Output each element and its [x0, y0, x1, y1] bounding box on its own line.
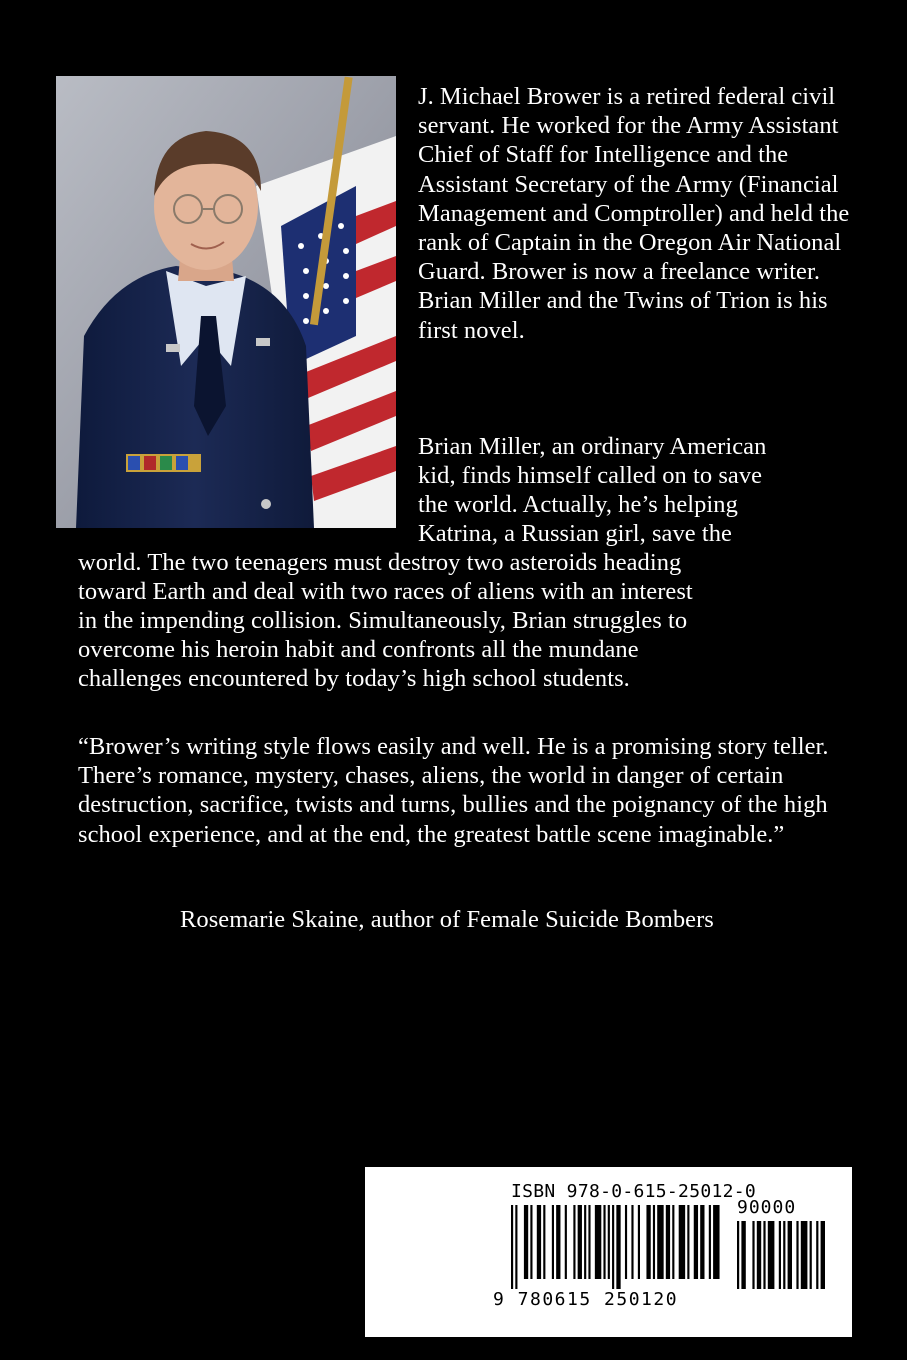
barcode-bar	[752, 1221, 754, 1289]
barcode-bar	[810, 1221, 812, 1289]
barcode-bar	[653, 1205, 655, 1279]
synopsis-line: Katrina, a Russian girl, save the	[418, 520, 732, 547]
barcode-bar	[768, 1221, 775, 1289]
barcode-bar	[694, 1205, 698, 1279]
barcode-bar	[779, 1221, 781, 1289]
barcode-bar	[788, 1221, 792, 1289]
barcode-bar	[713, 1205, 719, 1279]
barcode-bar	[638, 1205, 640, 1279]
barcode-bar	[588, 1205, 590, 1279]
barcode-bar	[543, 1205, 545, 1279]
barcode-bar	[584, 1205, 586, 1279]
synopsis-line: kid, finds himself called on to save	[418, 462, 763, 489]
ean-barcode-bars	[511, 1205, 721, 1289]
barcode-bar	[595, 1205, 601, 1279]
synopsis-line: in the impending collision. Simultaneously, Brian struggles to	[78, 607, 688, 634]
barcode-bar	[608, 1205, 610, 1279]
barcode-bar	[552, 1205, 554, 1279]
review-attribution: Rosemarie Skaine, author of Female Suicide Bombers	[180, 906, 714, 933]
barcode-bar	[530, 1205, 532, 1279]
barcode-bar	[616, 1205, 620, 1289]
barcode-bar	[515, 1205, 517, 1289]
barcode-bar	[741, 1221, 745, 1289]
barcode-bar	[821, 1221, 825, 1289]
author-photo	[56, 76, 396, 528]
barcode-bar	[666, 1205, 670, 1279]
barcode-bar	[783, 1221, 785, 1289]
isbn-label: ISBN 978-0-615-25012-0	[511, 1181, 757, 1202]
barcode-bar	[578, 1205, 582, 1279]
barcode-bar	[573, 1205, 575, 1279]
barcode-bar	[796, 1221, 798, 1289]
barcode-bar	[679, 1205, 685, 1279]
addon-barcode-bars	[737, 1221, 829, 1289]
barcode-bar	[524, 1205, 528, 1279]
synopsis-line: challenges encountered by today’s high school students.	[78, 665, 630, 692]
synopsis-line: world. The two teenagers must destroy two asteroids heading	[78, 549, 682, 576]
synopsis-line: toward Earth and deal with two races of aliens with an interest	[78, 578, 693, 605]
synopsis-line: the world. Actually, he’s helping	[418, 491, 738, 518]
barcode-bar	[603, 1205, 605, 1279]
barcode-bar	[763, 1221, 765, 1289]
barcode-bar	[816, 1221, 818, 1289]
barcode-bar	[757, 1221, 761, 1289]
author-portrait-icon	[56, 76, 396, 528]
barcode-bar	[537, 1205, 541, 1279]
synopsis-line: overcome his heroin habit and confronts all the mundane	[78, 636, 639, 663]
isbn-barcode	[365, 1167, 852, 1337]
barcode-bar	[657, 1205, 663, 1279]
barcode-bar	[612, 1205, 614, 1289]
barcode-bar	[737, 1221, 739, 1289]
barcode-bar	[801, 1221, 808, 1289]
barcode-bar	[672, 1205, 674, 1279]
barcode-bar	[687, 1205, 689, 1279]
barcode-bar	[709, 1205, 711, 1279]
barcode-bar	[556, 1205, 560, 1279]
barcode-bar	[565, 1205, 567, 1279]
synopsis-line: Brian Miller, an ordinary American	[418, 433, 767, 460]
price-code: 90000	[737, 1197, 797, 1218]
barcode-bar	[700, 1205, 704, 1279]
review-quote: “Brower’s writing style flows easily and well. He is a promising story teller. There’s romance, mystery, chases, aliens, the world in danger of certain destruction, sacrifice, twists and turns, bullies and the poignancy of the high school experience, and at the end, the greatest battle scene imaginable.”	[78, 733, 829, 848]
barcode-bar	[631, 1205, 633, 1279]
barcode-bar	[625, 1205, 627, 1279]
barcode-bar	[646, 1205, 650, 1279]
ean-digits: 9 780615 250120	[493, 1289, 679, 1310]
author-bio: J. Michael Brower is a retired federal civil servant. He worked for the Army Assistant Chief of Staff for Intelligence and the Assistant Secretary of the Army (Financial Management and Comptroller) and held the rank of Captain in the Oregon Air National Guard. Brower is now a freelance writer. Brian Miller and the Twins of Trion is his first novel.	[418, 83, 850, 344]
barcode-bar	[511, 1205, 513, 1289]
